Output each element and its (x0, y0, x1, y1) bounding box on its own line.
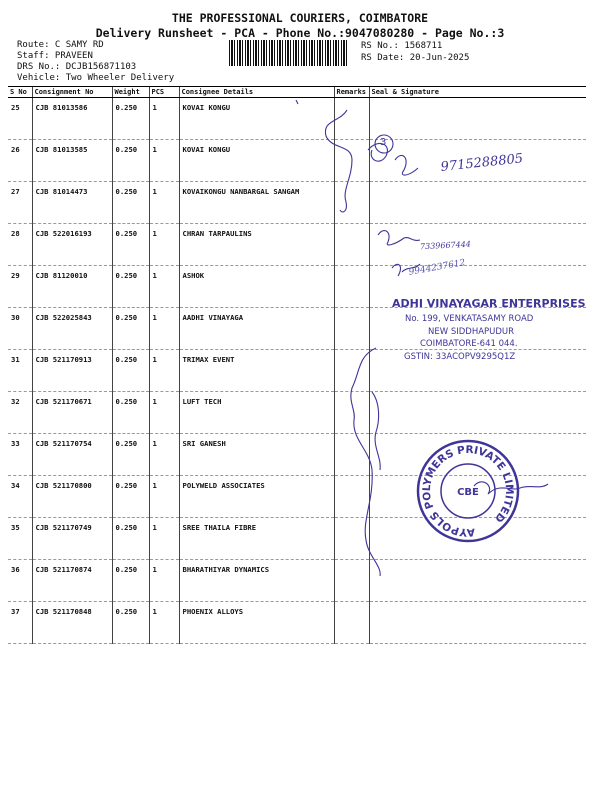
cell-weight: 0.250 (112, 350, 149, 392)
cell-weight: 0.250 (112, 224, 149, 266)
cell-consignment-no: CJB 521170671 (32, 392, 112, 434)
cell-pcs: 1 (149, 560, 179, 602)
cell-pcs: 1 (149, 308, 179, 350)
cell-sno: 35 (8, 518, 32, 560)
pen-mark-remarks (325, 110, 352, 212)
cell-consignment-no: CJB 81120010 (32, 266, 112, 308)
staff-label: Staff: PRAVEEN (17, 51, 93, 61)
cell-pcs: 1 (149, 182, 179, 224)
col-pcs: PCS (149, 87, 179, 98)
cell-weight: 0.250 (112, 140, 149, 182)
cell-weight: 0.250 (112, 434, 149, 476)
cell-sno: 34 (8, 476, 32, 518)
pen-bracket-inner (372, 392, 380, 470)
cell-consignee: SRI GANESH (179, 434, 334, 476)
cell-weight: 0.250 (112, 182, 149, 224)
cell-consignee: ASHOK (179, 266, 334, 308)
cell-weight: 0.250 (112, 560, 149, 602)
cell-consignment-no: CJB 81013585 (32, 140, 112, 182)
cell-sno: 26 (8, 140, 32, 182)
handwritten-circled-number: 3 (380, 137, 387, 148)
cell-weight: 0.250 (112, 392, 149, 434)
stamp-company-name: ADHI VINAYAGAR ENTERPRISES (392, 297, 586, 310)
cell-pcs: 1 (149, 350, 179, 392)
col-weight: Weight (112, 87, 149, 98)
cell-weight: 0.250 (112, 308, 149, 350)
handwritten-phone-1: 9715288805 (440, 151, 524, 175)
handwritten-phone-2: 7339667444 (419, 239, 472, 252)
cell-pcs: 1 (149, 224, 179, 266)
route-label: Route: C SAMY RD (17, 40, 104, 50)
col-signature: Seal & Signature (369, 87, 586, 98)
signature-28 (378, 231, 420, 245)
col-remarks: Remarks (334, 87, 369, 98)
col-consignment: Consignment No (32, 87, 112, 98)
stamp-address-line3: COIMBATORE-641 044. (420, 339, 518, 349)
cell-pcs: 1 (149, 266, 179, 308)
cell-consignment-no: CJB 521170749 (32, 518, 112, 560)
cell-consignee: TRIMAX EVENT (179, 350, 334, 392)
cell-consignee: CHRAN TARPAULINS (179, 224, 334, 266)
rs-date: RS Date: 20-Jun-2025 (361, 53, 470, 63)
cell-consignment-no: CJB 81014473 (32, 182, 112, 224)
cell-sno: 25 (8, 98, 32, 140)
cell-sno: 28 (8, 224, 32, 266)
cell-sno: 33 (8, 434, 32, 476)
stamp-address-line2: NEW SIDDHAPUDUR (428, 327, 515, 337)
cell-consignee: BHARATHIYAR DYNAMICS (179, 560, 334, 602)
cell-pcs: 1 (149, 602, 179, 644)
cell-consignee: LUFT TECH (179, 392, 334, 434)
cell-weight: 0.250 (112, 98, 149, 140)
cell-sno: 29 (8, 266, 32, 308)
col-consignee: Consignee Details (179, 87, 334, 98)
drs-label: DRS No.: DCJB156871103 (17, 62, 137, 72)
cell-pcs: 1 (149, 434, 179, 476)
cell-pcs: 1 (149, 98, 179, 140)
cell-weight: 0.250 (112, 602, 149, 644)
cell-pcs: 1 (149, 476, 179, 518)
handwritten-phone-3: 9944237612 (408, 258, 467, 278)
cell-consignment-no: CJB 521170848 (32, 602, 112, 644)
cell-sno: 31 (8, 350, 32, 392)
pen-bracket-31-36 (351, 348, 380, 576)
cell-consignee: SREE THAILA FIBRE (179, 518, 334, 560)
cell-pcs: 1 (149, 518, 179, 560)
cell-consignment-no: CJB 522025843 (32, 308, 112, 350)
seal-ring-text: AYPOLS POLYMERS PRIVATE LIMITED (420, 443, 516, 539)
cell-sno: 32 (8, 392, 32, 434)
rs-number: RS No.: 1568711 (361, 41, 443, 51)
cell-weight: 0.250 (112, 476, 149, 518)
col-sno: S No (8, 87, 32, 98)
cell-consignee: KOVAI KONGU (179, 140, 334, 182)
runsheet-subtitle: Delivery Runsheet - PCA - Phone No.:9047080280 - Page No.:3 (95, 26, 505, 40)
cell-consignee: POLYWELD ASSOCIATES (179, 476, 334, 518)
vehicle-label: Vehicle: Two Wheeler Delivery (17, 73, 175, 83)
cell-sno: 36 (8, 560, 32, 602)
cell-consignment-no: CJB 521170874 (32, 560, 112, 602)
cell-consignment-no: CJB 521170913 (32, 350, 112, 392)
cell-sno: 30 (8, 308, 32, 350)
seal-center-text: CBE (457, 487, 479, 498)
stamp-gstin: GSTIN: 33ACOPV9295Q1Z (404, 352, 516, 362)
cell-consignee: KOVAIKONGU NANBARGAL SANGAM (179, 182, 334, 224)
round-company-seal (413, 436, 523, 546)
cell-consignee: AADHI VINAYAGA (179, 308, 334, 350)
cell-weight: 0.250 (112, 266, 149, 308)
cell-sno: 27 (8, 182, 32, 224)
cell-weight: 0.250 (112, 518, 149, 560)
cell-sno: 37 (8, 602, 32, 644)
cell-consignment-no: CJB 521170800 (32, 476, 112, 518)
cell-pcs: 1 (149, 140, 179, 182)
cell-consignee: PHOENIX ALLOYS (179, 602, 334, 644)
company-title: THE PROFESSIONAL COURIERS, COIMBATORE (171, 11, 429, 25)
cell-consignment-no: CJB 81013586 (32, 98, 112, 140)
cell-consignment-no: CJB 522016193 (32, 224, 112, 266)
pen-tick-25 (296, 100, 298, 104)
stamp-address-line1: No. 199, VENKATASAMY ROAD (405, 314, 534, 324)
cell-pcs: 1 (149, 392, 179, 434)
cell-consignment-no: CJB 521170754 (32, 434, 112, 476)
cell-consignee: KOVAI KONGU (179, 98, 334, 140)
